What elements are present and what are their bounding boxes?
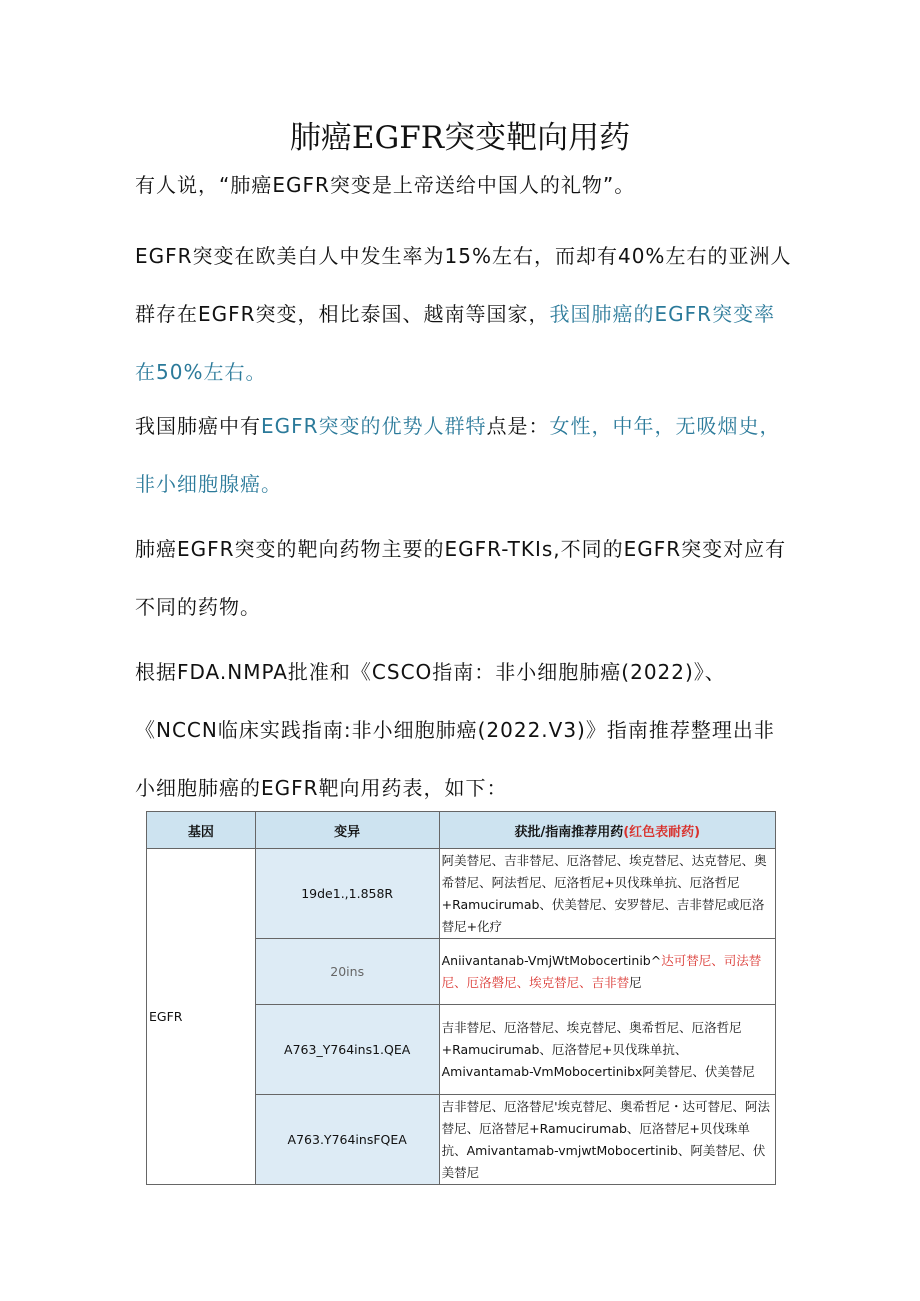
- mutation-cell: 20ins: [255, 939, 439, 1005]
- drugs-text: Aniivantanab-VmjWtMobocertinib^: [441, 952, 662, 968]
- table-header-row: [147, 812, 776, 849]
- gene-cell: EGFR: [147, 849, 256, 1185]
- egfr-drug-table: [146, 811, 776, 1185]
- drugs-cell: [439, 939, 775, 1005]
- mutation-cell: A763_Y764ins1.QEA: [255, 1005, 439, 1095]
- header-drugs-note: (红色表耐药): [623, 824, 701, 840]
- paragraph-tki: 肺癌EGFR突变的靶向药物主要的EGFR-TKIs,不同的EGFR突变对应有不同的药物。: [135, 537, 787, 619]
- incidence-highlight: 我国肺癌的EGFR突变率在50%左右。: [135, 302, 776, 384]
- resistant-drugs-text: 达可替尼、司法替尼、厄洛磬尼、埃克替尼、吉非替: [441, 952, 762, 990]
- incidence-text: EGFR突变在欧美白人中发生率为15%左右，而却有40%左右的亚洲人群存在EGFR突变，相比泰国、越南等国家，: [135, 244, 792, 326]
- dominant-text-b: 点是：: [486, 414, 550, 438]
- dominant-text-a: 我国肺癌中有: [135, 414, 261, 438]
- header-drugs: [439, 812, 775, 849]
- drugs-tail: 尼: [629, 974, 642, 990]
- paragraph-dominant-group: [135, 397, 795, 513]
- paragraph-incidence: [135, 227, 795, 401]
- drugs-cell: 吉非替尼、厄洛替尼、埃克替尼、奥希哲尼、厄洛哲尼+Ramucirumab、厄洛替尼+贝伐珠单抗、Amivantamab-VmMobocertinibx阿美替尼、伏美替尼: [439, 1005, 775, 1095]
- drugs-cell: 吉非替尼、厄洛替尼'埃克替尼、奥希哲尼・达可替尼、阿法替尼、厄洛替尼+Ramucirumab、厄洛替尼+贝伐珠单抗、Amivantamab-vmjwtMobocertinib、阿美替尼、伏美替尼: [439, 1095, 775, 1185]
- mutation-cell: 19de1.,1.858R: [255, 849, 439, 939]
- table-row: [147, 849, 776, 939]
- mutation-cell: A763.Y764insFQEA: [255, 1095, 439, 1185]
- paragraph-intro: 有人说，“肺癌EGFR突变是上帝送给中国人的礼物”。: [135, 173, 636, 197]
- page-title: 肺癌EGFR突变靶向用药: [289, 120, 631, 156]
- header-gene: 基因: [147, 812, 256, 849]
- drugs-cell: 阿美替尼、吉非替尼、厄洛替尼、埃克替尼、达克替尼、奥希替尼、阿法哲尼、厄洛哲尼+贝伐珠单抗、厄洛哲尼+Ramucirumab、伏美替尼、安罗替尼、吉非替尼或厄洛替尼+化疗: [439, 849, 775, 939]
- header-mutation: 变异: [255, 812, 439, 849]
- dominant-highlight-b: 女性，中年，无吸烟史，非小细胞腺癌。: [135, 414, 781, 496]
- dominant-highlight-a: EGFR突变的优势人群特: [261, 414, 487, 438]
- paragraph-guidelines: 根据FDA.NMPA批准和《CSCO指南：非小细胞肺癌(2022)》、《NCCN临床实践指南:非小细胞肺癌(2022.V3)》指南推荐整理出非小细胞肺癌的EGFR靶向用药表，如下：: [135, 660, 775, 800]
- header-drugs-label: 获批/指南推荐用药: [514, 824, 624, 840]
